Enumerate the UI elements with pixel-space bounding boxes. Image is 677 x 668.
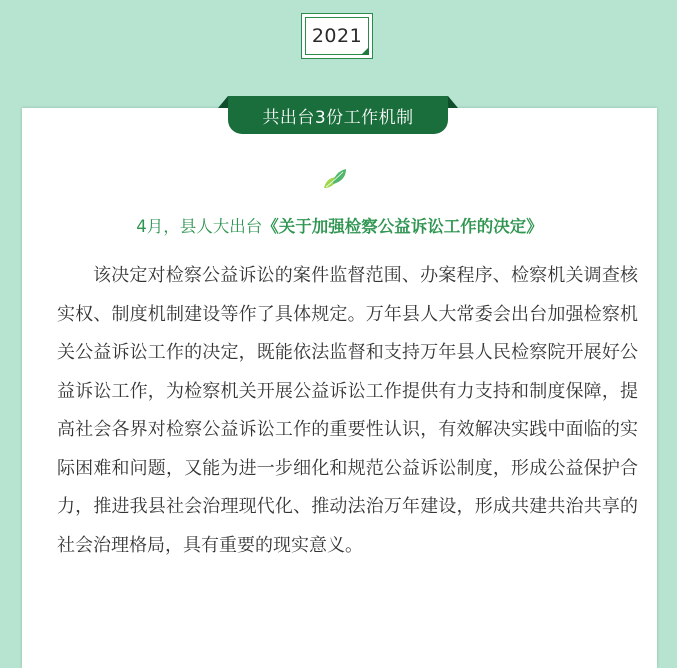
subtitle-document-title: 《关于加强检察公益诉讼工作的决定》	[262, 217, 543, 236]
year-badge-frame	[305, 17, 369, 55]
year-label: 2021	[311, 25, 363, 47]
subtitle-prefix: 4月，县人大出台	[136, 217, 263, 236]
section-ribbon	[218, 96, 458, 136]
article-subtitle	[22, 213, 657, 237]
ribbon-fold-left	[218, 96, 228, 108]
corner-triangle-icon	[361, 47, 369, 55]
year-badge	[301, 13, 373, 59]
section-title: 共出台3份工作机制	[262, 107, 414, 128]
ribbon-fold-right	[448, 96, 458, 108]
leaf-icon	[321, 166, 349, 192]
article-paragraph: 该决定对检察公益诉讼的案件监督范围、办案程序、检察机关调查核实权、制度机制建设等作了具体规定。万年县人大常委会出台加强检察机关公益诉讼工作的决定，既能依法监督和支持万年县人民检察院开展好公益诉讼工作，为检察机关开展公益诉讼工作提供有力支持和制度保障，提高社会各界对检察公益诉讼工作的重要性认识，有效解决实践中面临的实际困难和问题，又能为进一步细化和规范公益诉讼制度，形成公益保护合力，推进我县社会治理现代化、推动法治万年建设，形成共建共治共享的社会治理格局，具有重要的现实意义。	[57, 265, 638, 556]
ribbon-banner	[228, 96, 448, 134]
